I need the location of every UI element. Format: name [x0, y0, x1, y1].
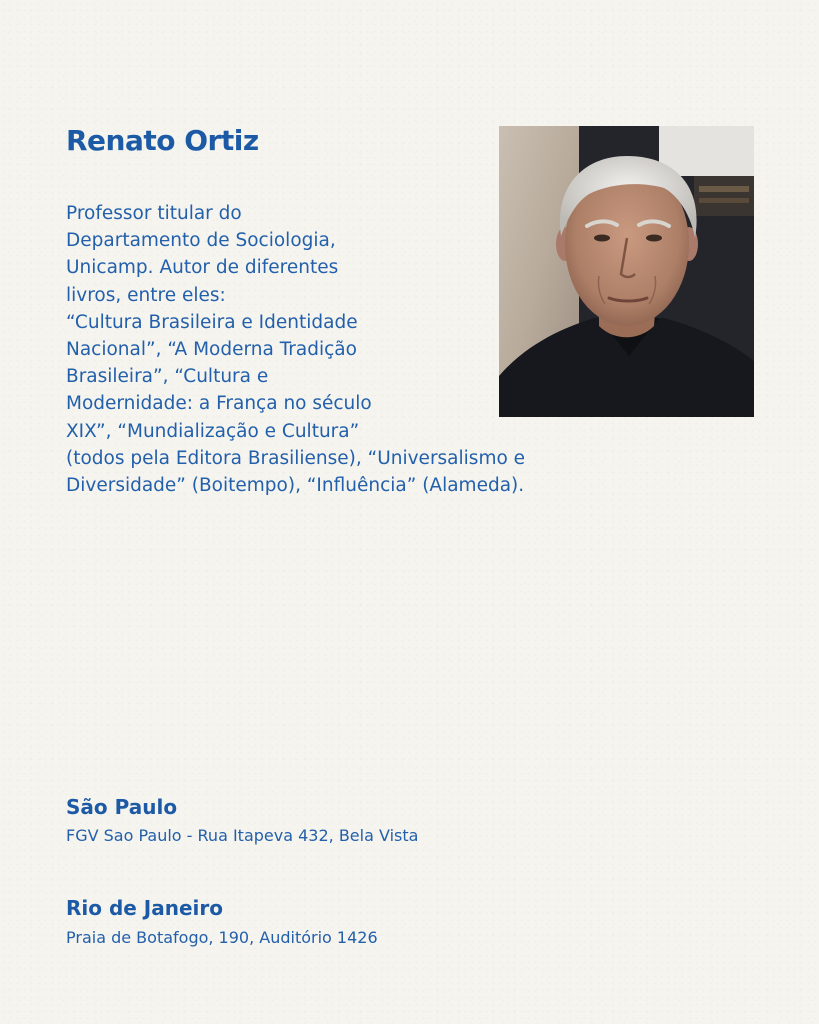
bio-line: Unicamp. Autor de diferentes — [66, 257, 339, 279]
bio-line: XIX”, “Mundialização e Cultura” — [66, 420, 360, 442]
location-city-sao-paulo: São Paulo — [66, 795, 178, 819]
bio-line: Departamento de Sociologia, — [66, 230, 336, 252]
bio-line: Nacional”, “A Moderna Tradição — [66, 339, 357, 361]
location-address-rio-de-janeiro: Praia de Botafogo, 190, Auditório 1426 — [66, 928, 378, 947]
location-city-rio-de-janeiro: Rio de Janeiro — [66, 896, 224, 920]
bio-line: Modernidade: a França no século — [66, 393, 372, 415]
bio-line: (todos pela Editora Brasiliense), “Universalismo e — [66, 447, 526, 469]
bio-line: livros, entre eles: — [66, 284, 226, 306]
bio-line: “Cultura Brasileira e Identidade — [66, 311, 358, 333]
bio-line: Professor titular do — [66, 203, 242, 224]
location-address-sao-paulo: FGV Sao Paulo - Rua Itapeva 432, Bela Vista — [66, 826, 419, 845]
speaker-photo — [499, 126, 754, 417]
bio-line: Diversidade” (Boitempo), “Influência” (Alameda). — [66, 475, 525, 497]
speaker-name: Renato Ortiz — [66, 124, 259, 157]
bio-line: Brasileira”, “Cultura e — [66, 366, 269, 388]
